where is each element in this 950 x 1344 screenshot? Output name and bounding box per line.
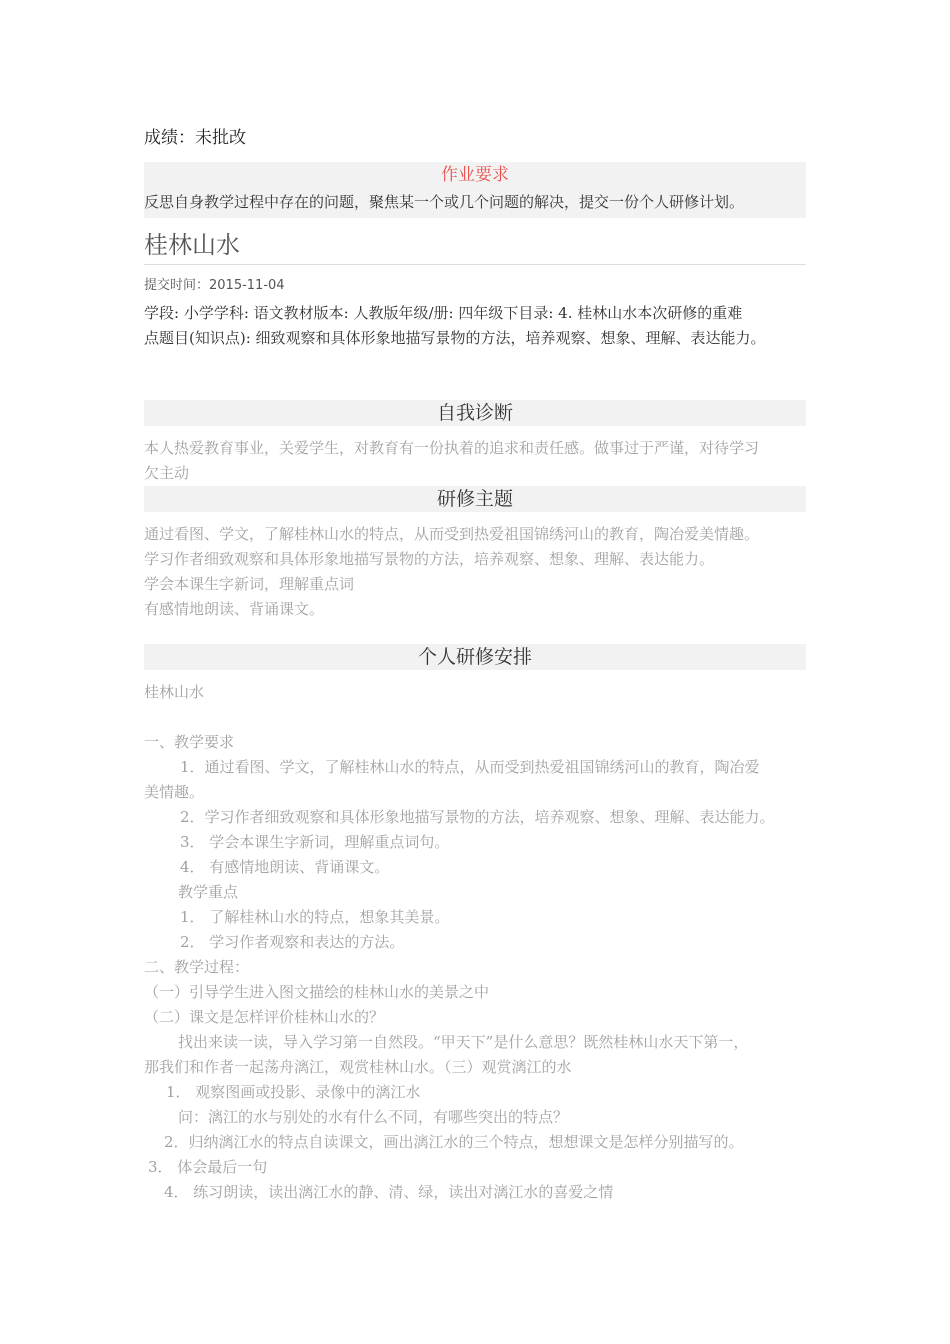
plan-line: 二、教学过程： — [144, 958, 250, 976]
text-line: 学习作者细致观察和具体形象地描写景物的方法，培养观察、想象、理解、表达能力。 — [144, 550, 715, 568]
diagnosis-heading: 自我诊断 — [144, 400, 806, 426]
text-line: 学会本课生字新词，理解重点词 — [144, 575, 355, 593]
text-line: 本人热爱教育事业，关爱学生，对教育有一份执着的追求和责任感。做事过于严谨，对待学习 — [144, 439, 760, 457]
plan-line: 2．学习作者细致观察和具体形象地描写景物的方法，培养观察、想象、理解、表达能力。 — [180, 808, 775, 826]
plan-line: 一、教学要求 — [144, 733, 235, 751]
plan-line: 1． 观察图画或投影、录像中的漓江水 — [166, 1083, 421, 1101]
score-line — [144, 124, 806, 152]
topic-text — [144, 522, 806, 622]
requirement-text: 反思自身教学过程中存在的问题，聚焦某一个或几个问题的解决，提交一份个人研修计划。 — [144, 188, 806, 218]
text-line: 欠主动 — [144, 464, 190, 482]
score-value: 未批改 — [195, 128, 246, 148]
plan-line: 4． 有感情地朗读、背诵课文。 — [180, 858, 390, 876]
plan-line: 那我们和作者一起荡舟漓江，观赏桂林山水。（三）观赏漓江的水 — [144, 1058, 572, 1076]
text-line: 有感情地朗读、背诵课文。 — [144, 600, 325, 618]
info-line: 学段: 小学学科: 语文教材版本: 人教版年级/册: 四年级下目录: 4. 桂林山水本次研修的重难 — [144, 304, 743, 322]
diagnosis-text — [144, 436, 806, 486]
plan-line: 2． 学习作者观察和表达的方法。 — [180, 933, 405, 951]
plan-line: （一）引导学生进入图文描绘的桂林山水的美景之中 — [144, 983, 490, 1001]
plan-subtitle: 桂林山水 — [144, 683, 205, 701]
info-line: 点题目(知识点): 细致观察和具体形象地描写景物的方法，培养观察、想象、理解、表达能力。 — [144, 329, 766, 347]
plan-line: 3． 学会本课生字新词，理解重点词句。 — [180, 833, 450, 851]
article-title: 桂林山水 — [144, 228, 806, 265]
submit-time: 提交时间：2015-11-04 — [144, 278, 285, 293]
plan-heading: 个人研修安排 — [144, 644, 806, 670]
plan-line: 美情趣。 — [144, 783, 205, 801]
plan-line: 4． 练习朗读，读出漓江水的静、清、绿，读出对漓江水的喜爱之情 — [164, 1183, 614, 1201]
plan-line: 教学重点 — [178, 883, 239, 901]
text-line: 通过看图、学文，了解桂林山水的特点，从而受到热爱祖国锦绣河山的教育，陶冶爱美情趣。 — [144, 525, 760, 543]
plan-body — [144, 730, 806, 1205]
content-column — [144, 124, 806, 1205]
plan-line: 1．通过看图、学文，了解桂林山水的特点，从而受到热爱祖国锦绣河山的教育，陶冶爱 — [180, 758, 760, 776]
plan-line: 问：漓江的水与别处的水有什么不同，有哪些突出的特点？ — [178, 1108, 569, 1126]
plan-line: 3． 体会最后一句 — [148, 1158, 268, 1176]
score-label: 成绩： — [144, 128, 195, 148]
requirement-heading: 作业要求 — [144, 162, 806, 188]
topic-heading: 研修主题 — [144, 486, 806, 512]
plan-line: 找出来读一读，导入学习第一自然段。“甲天下”是什么意思？既然桂林山水天下第一， — [178, 1033, 749, 1051]
plan-line: 2．归纳漓江水的特点自读课文，画出漓江水的三个特点，想想课文是怎样分别描写的。 — [164, 1133, 744, 1151]
plan-line: （二）课文是怎样评价桂林山水的？ — [144, 1008, 385, 1026]
plan-line: 1． 了解桂林山水的特点，想象其美景。 — [180, 908, 450, 926]
article-info — [144, 301, 806, 351]
